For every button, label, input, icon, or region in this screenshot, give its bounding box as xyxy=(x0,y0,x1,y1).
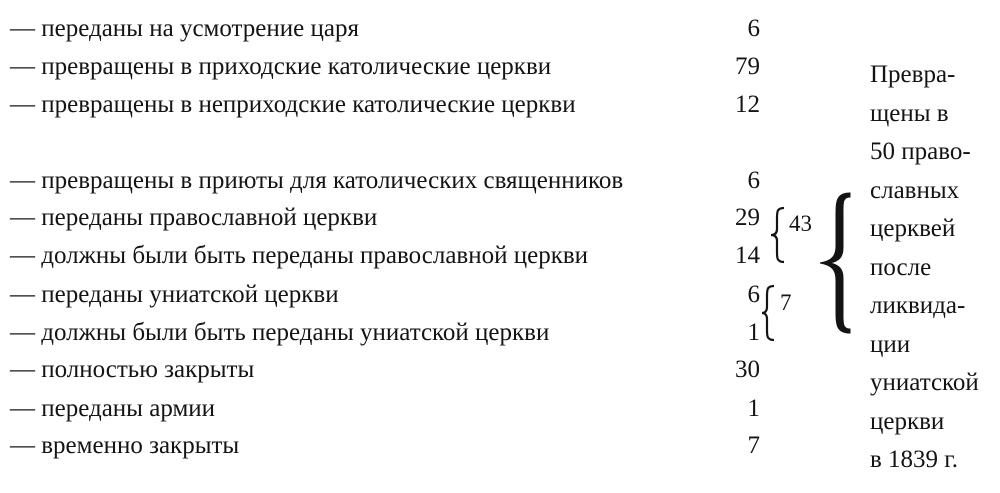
list-item xyxy=(10,201,760,235)
large-brace xyxy=(812,190,858,336)
row-value: 12 xyxy=(735,91,760,118)
row-label: — превращены в неприходские католические церкви xyxy=(10,91,576,118)
side-note-line: славных xyxy=(870,176,960,204)
side-note-line: 50 право- xyxy=(870,138,971,165)
row-value: 7 xyxy=(747,432,760,459)
row-value: 6 xyxy=(747,281,760,308)
side-note-line: церкви xyxy=(870,407,945,435)
side-note-line: ции xyxy=(870,330,911,358)
row-value: 29 xyxy=(735,204,760,231)
list-item xyxy=(10,12,760,46)
row-label: — полностью закрыты xyxy=(10,356,255,383)
row-label: — превращены в приюты для католических священников xyxy=(10,167,624,194)
list-item xyxy=(10,316,760,350)
row-label: — должны были быть переданы православной церкви xyxy=(10,242,589,269)
side-note-line: униатской xyxy=(870,369,979,396)
side-note-line: в 1839 г. xyxy=(870,446,958,473)
row-label: — переданы униатской церкви xyxy=(10,281,339,308)
side-note-line: ликвида- xyxy=(870,292,966,319)
orthodox-group-brace xyxy=(768,206,790,264)
uniate-group-brace xyxy=(760,284,780,342)
list-item xyxy=(10,392,760,426)
row-value: 79 xyxy=(735,53,760,80)
side-note-line: щены в xyxy=(870,99,949,127)
row-value: 6 xyxy=(747,167,760,194)
row-label: — превращены в приходские католические церкви xyxy=(10,53,552,80)
row-value: 14 xyxy=(735,242,760,269)
uniate-group-sum: 7 xyxy=(780,290,792,315)
list-item xyxy=(10,50,760,84)
side-note xyxy=(870,56,995,480)
list-item xyxy=(10,88,760,122)
row-label: — переданы на усмотрение царя xyxy=(10,15,359,42)
row-label: — переданы армии xyxy=(10,395,216,422)
list-item xyxy=(10,429,760,463)
orthodox-group-sum: 43 xyxy=(789,211,812,236)
list-item xyxy=(10,239,760,273)
side-note-line: Превра- xyxy=(870,61,956,88)
list-item xyxy=(10,278,760,312)
row-value: 1 xyxy=(747,319,760,346)
list-item xyxy=(10,353,760,387)
side-note-line: церквей xyxy=(870,215,956,242)
row-label: — должны были быть переданы униатской церкви xyxy=(10,319,550,346)
row-label: — переданы православной церкви xyxy=(10,204,378,231)
row-value: 30 xyxy=(735,356,760,383)
row-value: 6 xyxy=(747,15,760,42)
row-label: — временно закрыты xyxy=(10,432,240,459)
row-value: 1 xyxy=(747,395,760,422)
list-item xyxy=(10,164,760,198)
side-note-line: после xyxy=(870,253,932,281)
